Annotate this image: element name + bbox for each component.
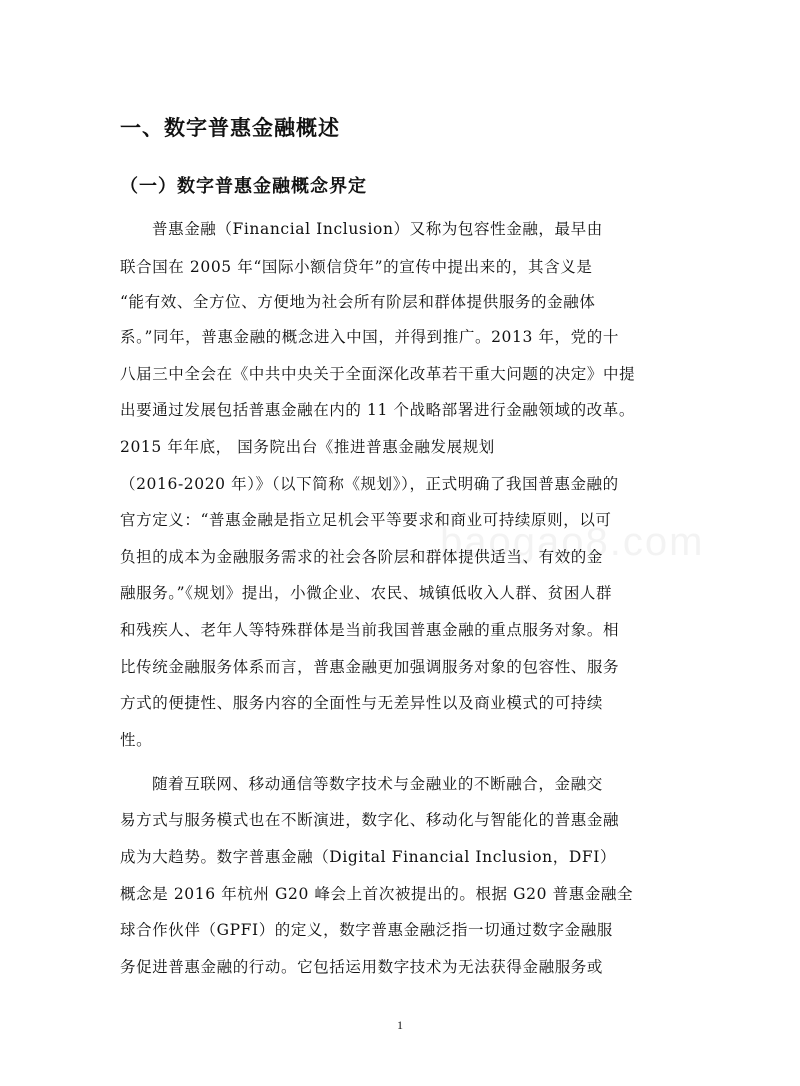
text-line: 八届三中全会在《中共中央关于全面深化改革若干重大问题的决定》中提	[120, 365, 636, 383]
text-line: 球合作伙伴（GPFI）的定义，数字普惠金融泛指一切通过数字金融服	[120, 921, 613, 939]
text-line: 负担的成本为金融服务需求的社会各阶层和群体提供适当、有效的金	[120, 548, 604, 566]
text-line: 系。”同年，普惠金融的概念进入中国，并得到推广。2013 年，党的十	[120, 328, 619, 346]
text-line: “能有效、全方位、方便地为社会所有阶层和群体提供服务的金融体	[120, 293, 596, 311]
section-heading: 一、数字普惠金融概述	[120, 116, 340, 140]
subsection-heading: （一）数字普惠金融概念界定	[120, 176, 367, 197]
text-line: 概念是 2016 年杭州 G20 峰会上首次被提出的。根据 G20 普惠金融全	[120, 885, 634, 903]
page-number: 1	[397, 1018, 403, 1032]
text-line: 易方式与服务模式也在不断演进，数字化、移动化与智能化的普惠金融	[120, 811, 620, 829]
text-line: 2015 年年底， 国务院出台《推进普惠金融发展规划	[120, 438, 495, 456]
text-line: （2016-2020 年）》（以下简称《规划》），正式明确了我国普惠金融的	[120, 475, 619, 493]
text-line: 性。	[120, 731, 153, 749]
text-line: 成为大趋势。数字普惠金融（Digital Financial Inclusion，DFI）	[120, 848, 617, 866]
text-line: 和残疾人、老年人等特殊群体是当前我国普惠金融的重点服务对象。相	[120, 621, 620, 639]
text-line: 方式的便捷性、服务内容的全面性与无差异性以及商业模式的可持续	[120, 694, 604, 712]
text-line: 出要通过发展包括普惠金融在内的 11 个战略部署进行金融领域的改革。	[120, 401, 635, 419]
text-line: 普惠金融（Financial Inclusion）又称为包容性金融，最早由	[152, 220, 603, 238]
text-line: 官方定义：“普惠金融是指立足机会平等要求和商业可持续原则，以可	[120, 511, 612, 529]
text-line: 随着互联网、移动通信等数字技术与金融业的不断融合，金融交	[152, 775, 603, 793]
text-line: 务促进普惠金融的行动。它包括运用数字技术为无法获得金融服务或	[120, 958, 604, 976]
watermark-logo: baogao8.com	[440, 520, 705, 564]
text-line: 融服务。”《规划》提出，小微企业、农民、城镇低收入人群、贫困人群	[120, 584, 613, 602]
text-line: 联合国在 2005 年“国际小额信贷年”的宣传中提出来的，其含义是	[120, 258, 593, 276]
text-line: 比传统金融服务体系而言，普惠金融更加强调服务对象的包容性、服务	[120, 658, 620, 676]
